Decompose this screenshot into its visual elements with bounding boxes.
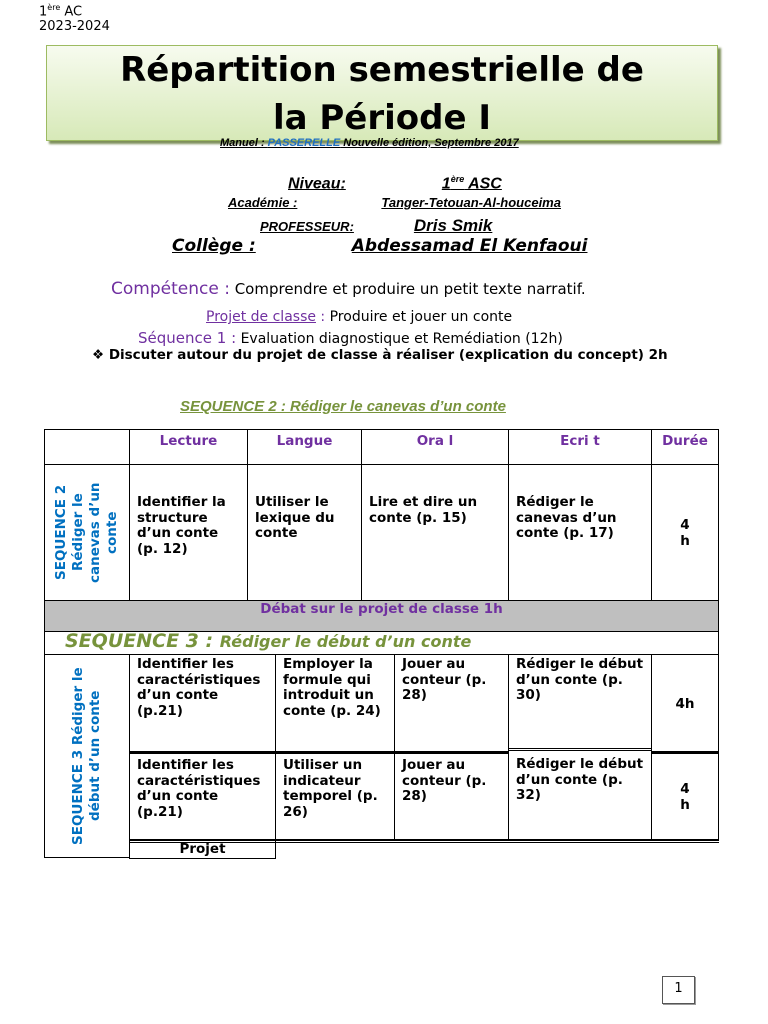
competence-line <box>111 279 586 299</box>
seq3-row2-ecrit: Rédiger le début d’un conte (p. 32) <box>508 748 652 840</box>
seq2-oral: Lire et dire un conte (p. 15) <box>361 464 509 601</box>
discuter-text: Discuter autour du projet de classe à réaliser (explication du concept) 2h <box>108 347 668 363</box>
seq2-duree: 4 h <box>651 464 719 601</box>
seq3-row2-oral: Jouer au conteur (p. 28) <box>394 751 509 840</box>
sequence1-label: Séquence 1 : <box>138 329 237 347</box>
seq3-row2-duree: 4 h <box>651 751 719 840</box>
competence-label: Compétence : <box>111 279 230 299</box>
sequence3-heading: SEQUENCE 3 : Rédiger le début d’un conte <box>65 630 472 652</box>
header-lecture: Lecture <box>129 429 248 465</box>
projet-line: Projet de classe : Produire et jouer un conte <box>206 309 513 325</box>
header-langue: Langue <box>247 429 362 465</box>
projet-cell: Projet <box>129 839 276 859</box>
debat-row: Débat sur le projet de classe 1h <box>44 600 719 632</box>
seq3-row1-ecrit: Rédiger le début d’un conte (p. 30) <box>508 654 652 749</box>
sequence3-side-label: SEQUENCE 3 Rédiger le début d’un conte <box>44 654 130 858</box>
header-ecrit: Ecri t <box>508 429 652 465</box>
class-level: 1ère AC <box>39 3 83 20</box>
academie-line: Académie : Tanger-Tetouan-Al-houceima <box>228 195 561 210</box>
sequence1-line <box>138 329 563 347</box>
header-oral: Ora l <box>361 429 509 465</box>
level-year-header <box>39 0 110 34</box>
seq2-langue: Utiliser le lexique du conte <box>247 464 362 601</box>
professeur-line: PROFESSEUR: Dris Smik <box>260 216 493 235</box>
schedule-table <box>44 429 719 859</box>
school-year: 2023-2024 <box>39 19 110 35</box>
seq2-lecture: Identifier la structure d’un conte (p. 12) <box>129 464 248 601</box>
competence-value: Comprendre et produire un petit texte narratif. <box>234 280 586 298</box>
seq3-row1-duree: 4h <box>651 654 719 753</box>
manuel-line: Manuel : PASSERELLE Nouvelle édition, Septembre 2017 <box>220 137 519 149</box>
table-corner-cell <box>44 429 130 465</box>
title-line-2: la Période I <box>272 98 492 138</box>
title-banner <box>46 45 718 141</box>
projet-label: Projet de classe <box>206 309 316 325</box>
page-number: 1 <box>662 976 695 1004</box>
header-duree: Durée <box>651 429 719 465</box>
seq2-ecrit: Rédiger le canevas d’un conte (p. 17) <box>508 464 652 601</box>
sequence2-side-label: SEQUENCE 2 Rédiger le canevas d’un conte <box>44 464 130 601</box>
niveau-line: Niveau: 1ère ASC <box>288 174 502 193</box>
sequence2-heading: SEQUENCE 2 : Rédiger le canevas d’un conte <box>180 398 506 415</box>
seq3-row1-lecture: Identifier les caractéristiques d’un conte (p.21) <box>129 654 276 753</box>
seq3-row2-langue: Utiliser un indicateur temporel (p. 26) <box>275 751 395 840</box>
college-line: Collège : Abdessamad El Kenfaoui <box>172 236 588 256</box>
diamond-bullet-icon: ❖ <box>92 347 105 363</box>
title-line-1: Répartition semestrielle de <box>120 50 644 90</box>
seq3-row1-oral: Jouer au conteur (p. 28) <box>394 654 509 753</box>
sequence1-value: Evaluation diagnostique et Remédiation (12h) <box>240 331 563 347</box>
seq3-row2-lecture: Identifier les caractéristiques d’un conte (p.21) <box>129 751 276 840</box>
discuter-line <box>92 347 668 363</box>
projet-value: Produire et jouer un conte <box>329 309 513 325</box>
seq3-row1-langue: Employer la formule qui introduit un conte (p. 24) <box>275 654 395 753</box>
